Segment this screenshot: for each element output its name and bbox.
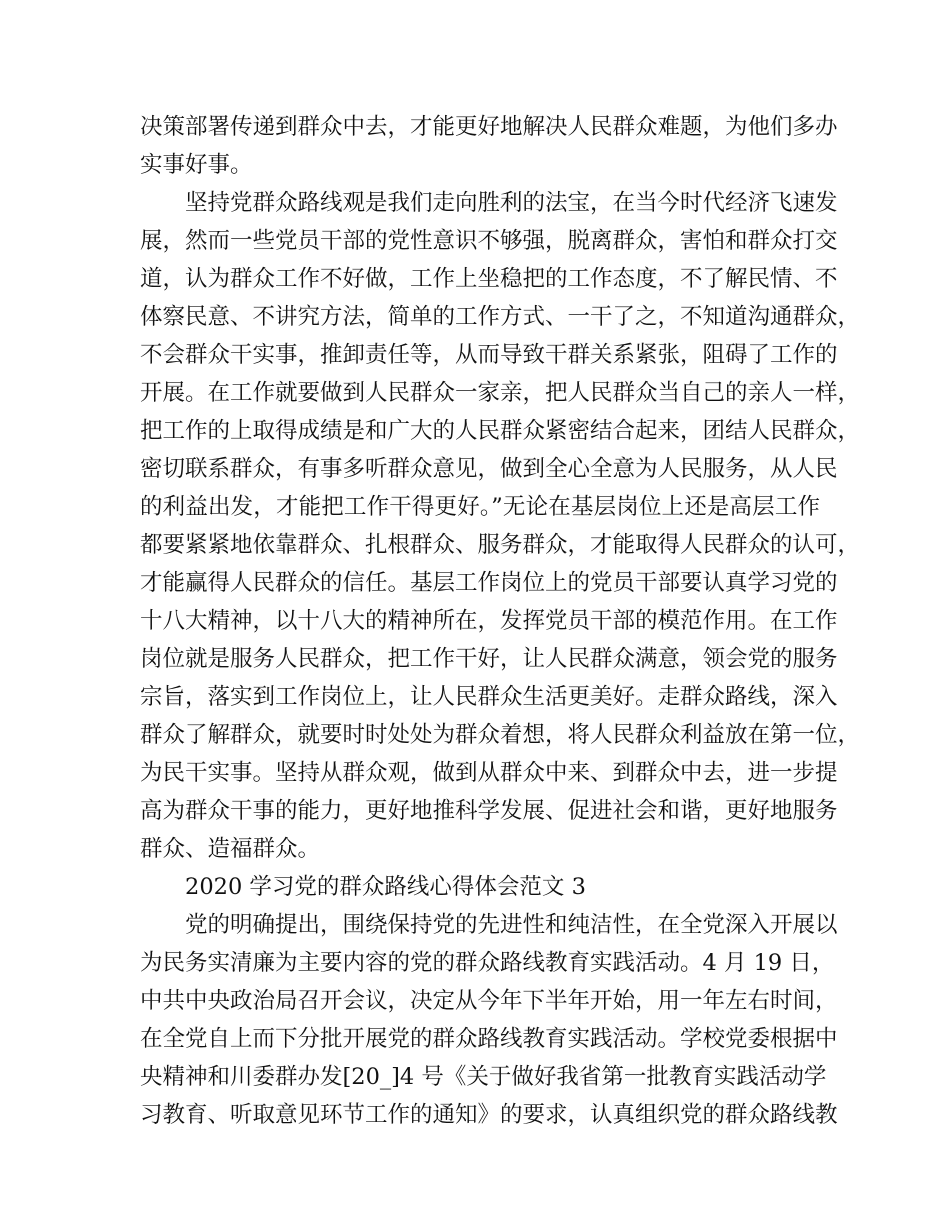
text-line: 岗位就是服务人民群众，把工作干好，让人民群众满意，领会党的服务 [140,646,838,672]
text-line: 十八大精神，以十八大的精神所在，发挥党员干部的模范作用。在工作 [140,608,838,634]
text-line: 宗旨，落实到工作岗位上，让人民群众生活更美好。走群众路线，深入 [140,684,838,710]
text-line: 党的明确提出，围绕保持党的先进性和纯洁性，在全党深入开展以 [185,912,838,938]
text-line: 开展。在工作就要做到人民群众一家亲，把人民群众当自己的亲人一样， [140,380,861,406]
text-line: 的利益出发，才能把工作干得更好。”无论在基层岗位上还是高层工作 [140,494,820,520]
text-line: 为民务实清廉为主要内容的党的群众路线教育实践活动。4 月 19 日， [140,950,835,976]
text-line: 高为群众干事的能力，更好地推科学发展、促进社会和谐，更好地服务 [140,798,838,824]
text-line: 决策部署传递到群众中去，才能更好地解决人民群众难题，为他们多办 [140,114,838,140]
text-line: 把工作的上取得成绩是和广大的人民群众紧密结合起来，团结人民群众， [140,418,861,444]
text-line: 密切联系群众，有事多听群众意见，做到全心全意为人民服务，从人民 [140,456,838,482]
paragraph [140,906,838,1134]
document-body [140,108,861,1134]
text-line: 展，然而一些党员干部的党性意识不够强，脱离群众，害怕和群众打交 [140,228,838,254]
text-line: 实事好事。 [140,152,253,178]
text-line: 群众了解群众，就要时时处处为群众着想，将人民群众利益放在第一位， [140,722,861,748]
text-line: 道，认为群众工作不好做，工作上坐稳把的工作态度，不了解民情、不 [140,266,838,292]
text-line: 中共中央政治局召开会议，决定从今年下半年开始，用一年左右时间， [140,988,838,1014]
text-line: 坚持党群众路线观是我们走向胜利的法宝，在当今时代经济飞速发 [185,190,838,216]
text-line: 不会群众干实事，推卸责任等，从而导致干群关系紧张，阻碍了工作的 [140,342,838,368]
paragraph [140,108,838,184]
text-line: 都要紧紧地依靠群众、扎根群众、服务群众，才能取得人民群众的认可， [140,532,861,558]
text-line: 群众、造福群众。 [140,836,321,862]
text-line: 为民干实事。坚持从群众观，做到从群众中来、到群众中去，进一步提 [140,760,838,786]
text-line: 在全党自上而下分批开展党的群众路线教育实践活动。学校党委根据中 [140,1026,838,1052]
section-heading [140,868,820,906]
paragraph [140,184,861,868]
heading-line: 2020 学习党的群众路线心得体会范文 3 [185,874,586,900]
text-line: 体察民意、不讲究方法，简单的工作方式、一干了之，不知道沟通群众， [140,304,861,330]
text-line: 习教育、听取意见环节工作的通知》的要求，认真组织党的群众路线教 [140,1102,838,1128]
text-line: 才能赢得人民群众的信任。基层工作岗位上的党员干部要认真学习党的 [140,570,838,596]
text-line: 央精神和川委群办发[20_]4 号《关于做好我省第一批教育实践活动学 [140,1064,827,1090]
